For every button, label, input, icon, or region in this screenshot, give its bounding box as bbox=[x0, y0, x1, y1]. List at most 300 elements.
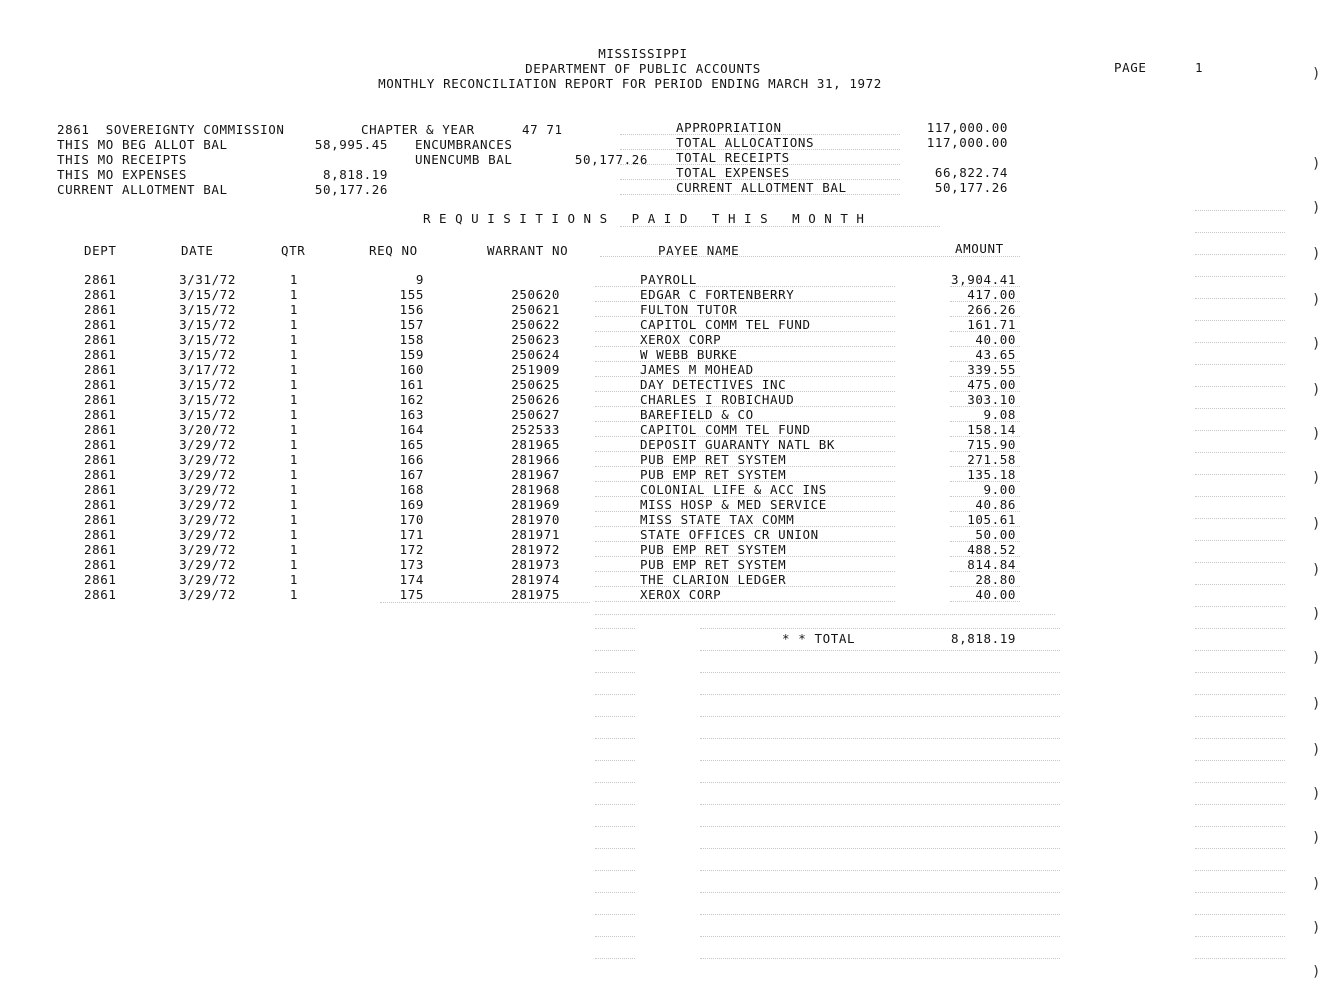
guide-line bbox=[1195, 562, 1285, 563]
table-row bbox=[0, 572, 1340, 587]
cell-qtr: 1 bbox=[289, 512, 298, 527]
perforation-mark: ) bbox=[1312, 920, 1322, 936]
cell-warrant-no: 281965 bbox=[511, 437, 560, 452]
cell-date: 3/17/72 bbox=[179, 362, 236, 377]
guide-line bbox=[700, 870, 1060, 871]
col-dept: DEPT bbox=[84, 243, 117, 258]
cell-req-no: 165 bbox=[399, 437, 424, 452]
guide-line bbox=[950, 376, 1020, 377]
guide-line bbox=[595, 958, 635, 959]
guide-line bbox=[595, 286, 895, 287]
guide-line bbox=[950, 556, 1020, 557]
guide-line bbox=[1195, 364, 1285, 365]
guide-line bbox=[950, 601, 1020, 602]
table-row bbox=[0, 362, 1340, 377]
table-row bbox=[0, 437, 1340, 452]
table-row bbox=[0, 587, 1340, 602]
cell-req-no: 174 bbox=[399, 572, 424, 587]
table-row bbox=[0, 392, 1340, 407]
cell-payee-name: BAREFIELD & CO bbox=[640, 407, 754, 422]
cell-dept: 2861 bbox=[84, 452, 117, 467]
cell-amount: 40.00 bbox=[975, 587, 1016, 602]
cell-dept: 2861 bbox=[84, 527, 117, 542]
perforation-mark: ) bbox=[1312, 696, 1322, 712]
guide-line bbox=[700, 804, 1060, 805]
cell-payee-name: DEPOSIT GUARANTY NATL BK bbox=[640, 437, 836, 452]
guide-line bbox=[1195, 430, 1285, 431]
cell-dept: 2861 bbox=[84, 437, 117, 452]
guide-line bbox=[700, 628, 1060, 629]
cell-warrant-no: 250627 bbox=[511, 407, 560, 422]
cell-req-no: 168 bbox=[399, 482, 424, 497]
cell-date: 3/29/72 bbox=[179, 452, 236, 467]
total-allocations-label: TOTAL ALLOCATIONS bbox=[676, 135, 815, 150]
col-payee-name: PAYEE NAME bbox=[658, 243, 740, 258]
cell-warrant-no: 250623 bbox=[511, 332, 560, 347]
cell-req-no: 161 bbox=[399, 377, 424, 392]
cell-qtr: 1 bbox=[289, 287, 298, 302]
cell-amount: 814.84 bbox=[967, 557, 1016, 572]
guide-line bbox=[1195, 606, 1285, 607]
cell-req-no: 160 bbox=[399, 362, 424, 377]
cell-req-no: 162 bbox=[399, 392, 424, 407]
receipts-label: THIS MO RECEIPTS bbox=[57, 152, 188, 167]
beg-allot-label: THIS MO BEG ALLOT BAL bbox=[57, 137, 228, 152]
guide-line bbox=[1195, 848, 1285, 849]
cell-amount: 28.80 bbox=[975, 572, 1016, 587]
cell-amount: 271.58 bbox=[967, 452, 1016, 467]
cell-amount: 715.90 bbox=[967, 437, 1016, 452]
guide-line bbox=[1195, 826, 1285, 827]
table-row bbox=[0, 527, 1340, 542]
cell-amount: 266.26 bbox=[967, 302, 1016, 317]
cell-payee-name: JAMES M MOHEAD bbox=[640, 362, 754, 377]
perforation-mark: ) bbox=[1312, 786, 1322, 802]
cell-payee-name: XEROX CORP bbox=[640, 332, 722, 347]
perforation-mark: ) bbox=[1312, 516, 1322, 532]
table-row bbox=[0, 302, 1340, 317]
cell-date: 3/29/72 bbox=[179, 557, 236, 572]
cell-amount: 105.61 bbox=[967, 512, 1016, 527]
perforation-mark: ) bbox=[1312, 292, 1322, 308]
cell-amount: 50.00 bbox=[975, 527, 1016, 542]
total-allocations-value: 117,000.00 bbox=[926, 135, 1008, 150]
cell-qtr: 1 bbox=[289, 437, 298, 452]
guide-line bbox=[1195, 298, 1285, 299]
cell-date: 3/20/72 bbox=[179, 422, 236, 437]
guide-line bbox=[950, 571, 1020, 572]
cell-qtr: 1 bbox=[289, 497, 298, 512]
guide-line bbox=[950, 541, 1020, 542]
guide-line bbox=[950, 346, 1020, 347]
guide-line bbox=[1195, 474, 1285, 475]
guide-line bbox=[950, 466, 1020, 467]
guide-line bbox=[595, 586, 895, 587]
guide-line bbox=[595, 782, 635, 783]
guide-line bbox=[700, 650, 1060, 651]
guide-line bbox=[1195, 408, 1285, 409]
guide-line bbox=[595, 716, 635, 717]
appropriation-label: APPROPRIATION bbox=[676, 120, 782, 135]
guide-line bbox=[620, 149, 900, 150]
guide-line bbox=[1195, 496, 1285, 497]
cell-dept: 2861 bbox=[84, 497, 117, 512]
cell-dept: 2861 bbox=[84, 332, 117, 347]
cell-req-no: 158 bbox=[399, 332, 424, 347]
cell-payee-name: W WEBB BURKE bbox=[640, 347, 738, 362]
guide-line bbox=[595, 628, 635, 629]
guide-line bbox=[595, 526, 895, 527]
cell-qtr: 1 bbox=[289, 302, 298, 317]
guide-line bbox=[595, 481, 895, 482]
guide-line bbox=[1195, 914, 1285, 915]
cell-warrant-no: 250624 bbox=[511, 347, 560, 362]
cell-warrant-no: 281968 bbox=[511, 482, 560, 497]
perforation-mark: ) bbox=[1312, 246, 1322, 262]
perforation-mark: ) bbox=[1312, 742, 1322, 758]
table-row bbox=[0, 287, 1340, 302]
cell-payee-name: MISS STATE TAX COMM bbox=[640, 512, 795, 527]
cell-warrant-no: 281975 bbox=[511, 587, 560, 602]
guide-line bbox=[700, 672, 1060, 673]
cell-date: 3/29/72 bbox=[179, 542, 236, 557]
cell-dept: 2861 bbox=[84, 542, 117, 557]
cell-date: 3/15/72 bbox=[179, 302, 236, 317]
cell-dept: 2861 bbox=[84, 392, 117, 407]
guide-line bbox=[595, 451, 895, 452]
chapter-label: CHAPTER & YEAR bbox=[361, 122, 475, 137]
cell-amount: 9.00 bbox=[983, 482, 1016, 497]
cell-payee-name: PUB EMP RET SYSTEM bbox=[640, 557, 787, 572]
cell-date: 3/31/72 bbox=[179, 272, 236, 287]
cell-req-no: 159 bbox=[399, 347, 424, 362]
guide-line bbox=[620, 179, 900, 180]
guide-line bbox=[620, 226, 940, 227]
cell-amount: 417.00 bbox=[967, 287, 1016, 302]
cell-payee-name: EDGAR C FORTENBERRY bbox=[640, 287, 795, 302]
perforation-mark: ) bbox=[1312, 562, 1322, 578]
cell-date: 3/15/72 bbox=[179, 317, 236, 332]
cell-qtr: 1 bbox=[289, 272, 298, 287]
total-receipts-label: TOTAL RECEIPTS bbox=[676, 150, 790, 165]
expenses-label: THIS MO EXPENSES bbox=[57, 167, 188, 182]
table-row bbox=[0, 452, 1340, 467]
guide-line bbox=[1195, 870, 1285, 871]
total-label: * * TOTAL bbox=[782, 631, 856, 646]
cell-dept: 2861 bbox=[84, 362, 117, 377]
cell-qtr: 1 bbox=[289, 572, 298, 587]
cell-req-no: 169 bbox=[399, 497, 424, 512]
guide-line bbox=[950, 331, 1020, 332]
perforation-mark: ) bbox=[1312, 426, 1322, 442]
perforation-mark: ) bbox=[1312, 876, 1322, 892]
cell-dept: 2861 bbox=[84, 422, 117, 437]
col-warrant-no: WARRANT NO bbox=[487, 243, 569, 258]
cell-qtr: 1 bbox=[289, 527, 298, 542]
cell-qtr: 1 bbox=[289, 347, 298, 362]
guide-line bbox=[1195, 650, 1285, 651]
cell-dept: 2861 bbox=[84, 272, 117, 287]
guide-line bbox=[1195, 320, 1285, 321]
guide-line bbox=[950, 361, 1020, 362]
perforation-mark: ) bbox=[1312, 382, 1322, 398]
cell-date: 3/29/72 bbox=[179, 587, 236, 602]
guide-line bbox=[950, 406, 1020, 407]
expenses-value: 8,818.19 bbox=[322, 167, 388, 182]
guide-line bbox=[1195, 518, 1285, 519]
cell-date: 3/15/72 bbox=[179, 347, 236, 362]
guide-line bbox=[950, 286, 1020, 287]
cell-warrant-no: 281971 bbox=[511, 527, 560, 542]
cell-date: 3/29/72 bbox=[179, 467, 236, 482]
table-row bbox=[0, 497, 1340, 512]
guide-line bbox=[700, 914, 1060, 915]
guide-line bbox=[595, 650, 635, 651]
guide-line bbox=[595, 672, 635, 673]
guide-line bbox=[1195, 892, 1285, 893]
guide-line bbox=[595, 848, 635, 849]
current-allotment-bal-label: CURRENT ALLOTMENT BAL bbox=[676, 180, 847, 195]
cell-amount: 339.55 bbox=[967, 362, 1016, 377]
cell-amount: 303.10 bbox=[967, 392, 1016, 407]
guide-line bbox=[950, 586, 1020, 587]
unencumb-value: 50,177.26 bbox=[574, 152, 648, 167]
cell-dept: 2861 bbox=[84, 512, 117, 527]
guide-line bbox=[595, 936, 635, 937]
cell-payee-name: MISS HOSP & MED SERVICE bbox=[640, 497, 827, 512]
guide-line bbox=[700, 958, 1060, 959]
guide-line bbox=[1195, 672, 1285, 673]
col-req-no: REQ NO bbox=[369, 243, 418, 258]
cell-req-no: 175 bbox=[399, 587, 424, 602]
guide-line bbox=[595, 738, 635, 739]
cell-qtr: 1 bbox=[289, 392, 298, 407]
guide-line bbox=[595, 571, 895, 572]
unencumb-label: UNENCUMB BAL bbox=[415, 152, 513, 167]
cell-dept: 2861 bbox=[84, 557, 117, 572]
guide-line bbox=[595, 406, 895, 407]
table-row bbox=[0, 272, 1340, 287]
guide-line bbox=[1195, 782, 1285, 783]
guide-line bbox=[1195, 254, 1285, 255]
perforation-mark: ) bbox=[1312, 606, 1322, 622]
guide-line bbox=[620, 194, 900, 195]
guide-line bbox=[1195, 936, 1285, 937]
perforation-mark: ) bbox=[1312, 66, 1322, 82]
guide-line bbox=[595, 614, 1055, 615]
cell-warrant-no: 250626 bbox=[511, 392, 560, 407]
guide-line bbox=[595, 826, 635, 827]
cell-qtr: 1 bbox=[289, 407, 298, 422]
cell-payee-name: PUB EMP RET SYSTEM bbox=[640, 542, 787, 557]
cell-qtr: 1 bbox=[289, 452, 298, 467]
perforation-mark: ) bbox=[1312, 336, 1322, 352]
cell-payee-name: COLONIAL LIFE & ACC INS bbox=[640, 482, 827, 497]
cell-qtr: 1 bbox=[289, 482, 298, 497]
perforation-mark: ) bbox=[1312, 650, 1322, 666]
table-row bbox=[0, 557, 1340, 572]
cell-warrant-no: 281966 bbox=[511, 452, 560, 467]
guide-line bbox=[595, 361, 895, 362]
cell-warrant-no: 281967 bbox=[511, 467, 560, 482]
cell-amount: 40.86 bbox=[975, 497, 1016, 512]
perforation-mark: ) bbox=[1312, 964, 1322, 980]
total-value: 8,818.19 bbox=[950, 631, 1016, 646]
guide-line bbox=[595, 601, 895, 602]
cell-amount: 135.18 bbox=[967, 467, 1016, 482]
cell-qtr: 1 bbox=[289, 317, 298, 332]
cell-dept: 2861 bbox=[84, 287, 117, 302]
table-row bbox=[0, 482, 1340, 497]
col-qtr: QTR bbox=[281, 243, 306, 258]
guide-line bbox=[595, 804, 635, 805]
guide-line bbox=[595, 436, 895, 437]
guide-line bbox=[1195, 694, 1285, 695]
guide-line bbox=[595, 391, 895, 392]
cell-warrant-no: 281969 bbox=[511, 497, 560, 512]
guide-line bbox=[700, 694, 1060, 695]
cell-req-no: 9 bbox=[415, 272, 424, 287]
guide-line bbox=[1195, 738, 1285, 739]
guide-line bbox=[595, 331, 895, 332]
cell-amount: 43.65 bbox=[975, 347, 1016, 362]
col-amount: AMOUNT bbox=[955, 241, 1004, 256]
table-row bbox=[0, 542, 1340, 557]
total-expenses-label: TOTAL EXPENSES bbox=[676, 165, 790, 180]
cell-payee-name: DAY DETECTIVES INC bbox=[640, 377, 787, 392]
guide-line bbox=[1195, 386, 1285, 387]
guide-line bbox=[1195, 210, 1285, 211]
guide-line bbox=[700, 716, 1060, 717]
guide-line bbox=[595, 466, 895, 467]
appropriation-value: 117,000.00 bbox=[926, 120, 1008, 135]
guide-line bbox=[950, 451, 1020, 452]
guide-line bbox=[700, 760, 1060, 761]
guide-line bbox=[595, 301, 895, 302]
cell-date: 3/29/72 bbox=[179, 512, 236, 527]
guide-line bbox=[380, 602, 590, 603]
cell-warrant-no: 281970 bbox=[511, 512, 560, 527]
table-row bbox=[0, 512, 1340, 527]
guide-line bbox=[950, 421, 1020, 422]
cell-req-no: 156 bbox=[399, 302, 424, 317]
cell-req-no: 167 bbox=[399, 467, 424, 482]
cell-amount: 161.71 bbox=[967, 317, 1016, 332]
cell-warrant-no: 251909 bbox=[511, 362, 560, 377]
guide-line bbox=[595, 316, 895, 317]
table-row bbox=[0, 347, 1340, 362]
guide-line bbox=[595, 346, 895, 347]
cell-date: 3/29/72 bbox=[179, 437, 236, 452]
cell-date: 3/15/72 bbox=[179, 407, 236, 422]
cell-payee-name: PAYROLL bbox=[640, 272, 697, 287]
cell-payee-name: XEROX CORP bbox=[640, 587, 722, 602]
cell-date: 3/29/72 bbox=[179, 527, 236, 542]
total-expenses-value: 66,822.74 bbox=[934, 165, 1008, 180]
guide-line bbox=[1195, 584, 1285, 585]
cell-warrant-no: 250620 bbox=[511, 287, 560, 302]
guide-line bbox=[950, 511, 1020, 512]
cell-payee-name: THE CLARION LEDGER bbox=[640, 572, 787, 587]
cell-payee-name: CAPITOL COMM TEL FUND bbox=[640, 317, 811, 332]
cell-dept: 2861 bbox=[84, 347, 117, 362]
guide-line bbox=[950, 436, 1020, 437]
guide-line bbox=[700, 782, 1060, 783]
page-label: PAGE bbox=[1114, 60, 1147, 75]
guide-line bbox=[1195, 232, 1285, 233]
guide-line bbox=[595, 870, 635, 871]
perforation-mark: ) bbox=[1312, 200, 1322, 216]
current-allotment-bal-value: 50,177.26 bbox=[934, 180, 1008, 195]
guide-line bbox=[1195, 628, 1285, 629]
cell-amount: 158.14 bbox=[967, 422, 1016, 437]
cell-amount: 9.08 bbox=[983, 407, 1016, 422]
cell-dept: 2861 bbox=[84, 407, 117, 422]
guide-line bbox=[1195, 276, 1285, 277]
guide-line bbox=[700, 848, 1060, 849]
cell-req-no: 172 bbox=[399, 542, 424, 557]
table-row bbox=[0, 317, 1340, 332]
cell-qtr: 1 bbox=[289, 422, 298, 437]
report-department: DEPARTMENT OF PUBLIC ACCOUNTS bbox=[525, 61, 761, 76]
report-state: MISSISSIPPI bbox=[598, 46, 688, 61]
perforation-mark: ) bbox=[1312, 156, 1322, 172]
current-allot-label: CURRENT ALLOTMENT BAL bbox=[57, 182, 228, 197]
cell-req-no: 164 bbox=[399, 422, 424, 437]
cell-payee-name: PUB EMP RET SYSTEM bbox=[640, 467, 787, 482]
cell-dept: 2861 bbox=[84, 482, 117, 497]
guide-line bbox=[700, 936, 1060, 937]
cell-warrant-no: 250625 bbox=[511, 377, 560, 392]
guide-line bbox=[595, 511, 895, 512]
guide-line bbox=[950, 316, 1020, 317]
cell-dept: 2861 bbox=[84, 317, 117, 332]
guide-line bbox=[600, 256, 1020, 257]
cell-date: 3/15/72 bbox=[179, 332, 236, 347]
cell-req-no: 157 bbox=[399, 317, 424, 332]
dept-commission: 2861 SOVEREIGNTY COMMISSION bbox=[57, 122, 285, 137]
cell-warrant-no: 281973 bbox=[511, 557, 560, 572]
guide-line bbox=[950, 526, 1020, 527]
guide-line bbox=[700, 892, 1060, 893]
current-allot-value: 50,177.26 bbox=[314, 182, 388, 197]
cell-qtr: 1 bbox=[289, 542, 298, 557]
guide-line bbox=[950, 496, 1020, 497]
cell-date: 3/15/72 bbox=[179, 287, 236, 302]
cell-qtr: 1 bbox=[289, 557, 298, 572]
cell-qtr: 1 bbox=[289, 332, 298, 347]
guide-line bbox=[595, 760, 635, 761]
guide-line bbox=[1195, 540, 1285, 541]
guide-line bbox=[700, 826, 1060, 827]
cell-req-no: 171 bbox=[399, 527, 424, 542]
cell-req-no: 163 bbox=[399, 407, 424, 422]
cell-qtr: 1 bbox=[289, 587, 298, 602]
cell-qtr: 1 bbox=[289, 467, 298, 482]
guide-line bbox=[595, 694, 635, 695]
encumbrances-label: ENCUMBRANCES bbox=[415, 137, 513, 152]
cell-payee-name: CHARLES I ROBICHAUD bbox=[640, 392, 795, 407]
guide-line bbox=[1195, 760, 1285, 761]
section-title: R E Q U I S I T I O N S P A I D T H I S M O N T H bbox=[423, 211, 865, 226]
cell-dept: 2861 bbox=[84, 302, 117, 317]
guide-line bbox=[595, 914, 635, 915]
guide-line bbox=[1195, 958, 1285, 959]
cell-warrant-no: 281972 bbox=[511, 542, 560, 557]
cell-amount: 3,904.41 bbox=[950, 272, 1016, 287]
cell-payee-name: STATE OFFICES CR UNION bbox=[640, 527, 819, 542]
cell-amount: 488.52 bbox=[967, 542, 1016, 557]
